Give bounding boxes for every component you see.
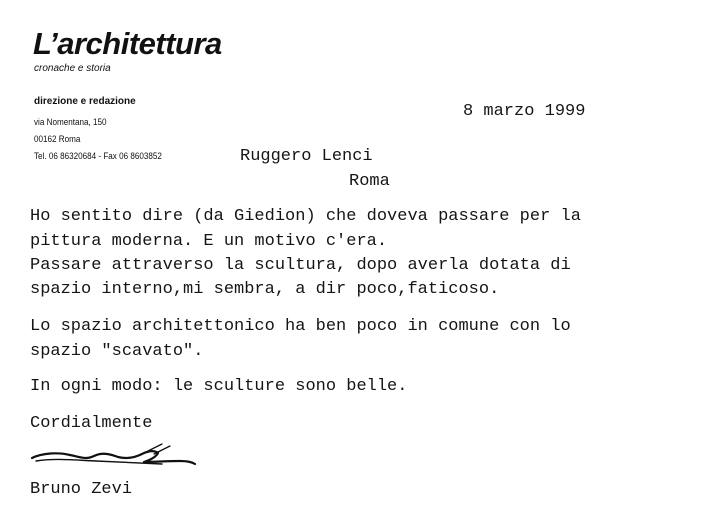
handwritten-signature [30, 442, 200, 474]
body-line: Lo spazio architettonico ha ben poco in comune con lo [30, 317, 571, 336]
body-line: Passare attraverso la scultura, dopo averla dotata di [30, 256, 571, 275]
body-line: pittura moderna. E un motivo c'era. [30, 232, 388, 251]
body-line: spazio "scavato". [30, 342, 204, 361]
address-street: via Nomentana, 150 [34, 117, 107, 127]
letterhead-subtitle: cronache e storia [34, 63, 111, 74]
body-line: spazio interno,mi sembra, a dir poco,faticoso. [30, 280, 500, 299]
recipient-city: Roma [349, 172, 390, 191]
closing: Cordialmente [30, 414, 153, 433]
signer-name: Bruno Zevi [30, 480, 133, 499]
address-city: 00162 Roma [34, 134, 81, 144]
letter-date: 8 marzo 1999 [463, 102, 586, 121]
body-line: In ogni modo: le sculture sono belle. [30, 377, 408, 396]
body-line: Ho sentito dire (da Giedion) che doveva passare per la [30, 207, 581, 226]
office-heading: direzione e redazione [34, 96, 136, 107]
contact-numbers: Tel. 06 86320684 - Fax 06 8603852 [34, 151, 162, 161]
recipient-name: Ruggero Lenci [240, 147, 373, 166]
letterhead-title: L’architettura [33, 26, 222, 61]
